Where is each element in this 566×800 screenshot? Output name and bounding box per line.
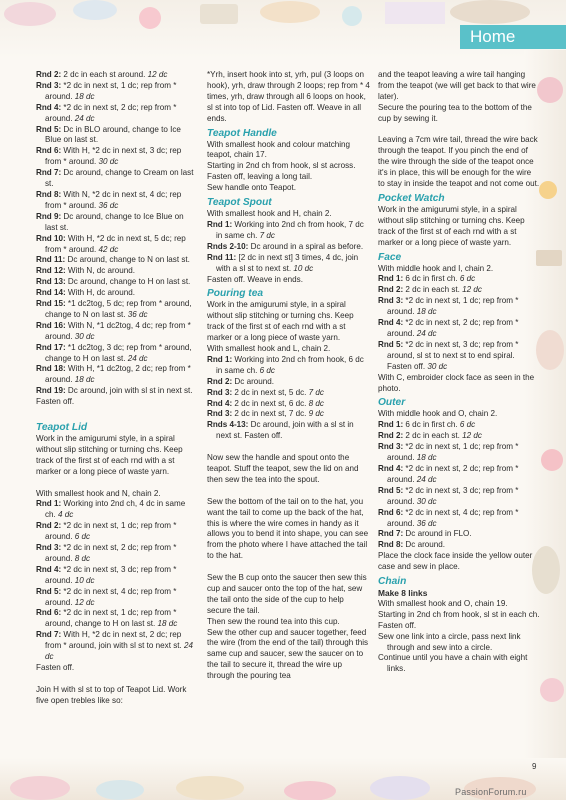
round-text: Working into 2nd ch from hook, 6 dc in same ch.	[216, 354, 364, 375]
stitch-count: 36 dc	[98, 200, 119, 210]
instruction-round	[207, 253, 370, 275]
round-text: *2 dc in next st, 1 dc; rep from * around.	[45, 521, 177, 542]
section-heading: Chain	[378, 576, 407, 588]
stitch-count: 18 dc	[416, 453, 437, 463]
round-text: *2 dc in next st, 2 dc; rep from * around.	[45, 543, 177, 563]
home-tab[interactable]: Home	[460, 25, 566, 49]
paragraph: Work in the amigurumi style, in a spiral without slip stitching or turning chs. Keep track of the first st of each rnd with a st marker or a long piece of waste yarn.	[36, 433, 183, 476]
round-label: Rnd 10:	[36, 233, 66, 243]
round-label: Rnd 1:	[207, 219, 233, 229]
paragraph: Sew the bottom of the tail on to the hat, you want the tail to come up the back of the hat, this is where the wire comes in handy as it allows you to bend it into shape, you can see from the photo where I have attached the tail to the hat.	[207, 496, 369, 561]
round-text: 6 dc in first ch.	[403, 274, 460, 284]
round-text: Working into 2nd ch from hook, 7 dc in same ch.	[216, 219, 364, 240]
stitch-count: 6 dc	[259, 365, 275, 375]
watermark: PassionForum.ru	[455, 787, 527, 797]
round-label: Rnd 3:	[36, 80, 62, 90]
paragraph: With middle hook and O, chain 2.	[378, 409, 498, 419]
stitch-count: 24 dc	[74, 113, 95, 123]
round-label: Rnd 2:	[36, 70, 62, 79]
instruction-round	[36, 386, 198, 397]
round-label: Rnd 6:	[378, 507, 404, 517]
round-label: Rnd 14:	[36, 288, 66, 298]
paragraph: and the teapot leaving a wire tail hanging from the teapot (we will get back to that wire later).	[378, 70, 536, 101]
round-text: With H, *1 dc2tog, 2 dc; rep from * around.	[45, 364, 191, 385]
instruction-round	[378, 285, 540, 296]
round-label: Rnd 4:	[378, 463, 404, 473]
round-text: *2 dc in next st, 3 dc; rep from * around, sl st to next st to end spiral. Fasten off.	[387, 339, 519, 371]
instruction-round	[36, 343, 198, 365]
instruction-round	[36, 266, 198, 277]
paragraph: Fasten off.	[36, 397, 75, 407]
instruction-round	[378, 464, 540, 486]
section-heading: Pouring tea	[207, 288, 264, 300]
paragraph: With smallest hook and H, chain 2.	[207, 209, 332, 219]
paragraph: Starting in 2nd ch from hook, sl st in each ch. Fasten off.	[378, 609, 540, 630]
instruction-round	[378, 529, 540, 540]
paragraph-spacer	[207, 486, 370, 497]
round-text: Dc around, change to N on last st.	[65, 255, 190, 265]
round-text: *2 dc in next st, 2 dc; rep from * around.	[387, 318, 519, 339]
instruction-round	[378, 508, 540, 530]
instruction-round	[378, 486, 540, 508]
round-text: *2 dc in next st, 3 dc; rep from * around.	[387, 485, 519, 506]
paragraph-spacer	[207, 562, 370, 573]
instruction-round	[36, 565, 198, 587]
instruction-round	[378, 632, 540, 654]
round-label: Rnd 1:	[207, 354, 233, 364]
round-label: Rnd 16:	[36, 320, 66, 330]
round-text: *1 dc2tog, 3 dc; rep from * around, change to H on last st.	[45, 342, 192, 363]
paragraph: *Yrh, insert hook into st, yrh, pul (3 loops on hook), yrh, draw through 2 loops; rep from * 4 times, yrh, draw through all 6 loops on hook, sl st into top of Lid. Fasten off. Weave in all ends.	[207, 70, 370, 123]
round-text: *2 dc in next st, 4 dc; rep from * around.	[387, 507, 519, 528]
round-label: Rnd 1:	[378, 420, 404, 430]
paragraph: With smallest hook and O, chain 19.	[378, 598, 508, 608]
paragraph: With middle hook and I, chain 2.	[378, 263, 494, 273]
instruction-round	[207, 399, 370, 410]
instruction-round	[378, 340, 540, 373]
instruction-round	[207, 377, 370, 388]
instruction-round	[378, 274, 540, 285]
paragraph: Work in the amigurumi style, in a spiral without slip stitching or turning chs. Keep track of the first st of each rnd with a st marker or a long piece of waste yarn.	[207, 300, 354, 343]
paragraph: Sew handle onto Teapot.	[207, 183, 296, 193]
instruction-round	[36, 255, 198, 266]
round-text: 2 dc in next st, 5 dc.	[232, 387, 309, 397]
stitch-count: 9 dc	[308, 409, 324, 419]
round-text: With H, *2 dc in next st, 2 dc; rep from * around, join with sl st to next st.	[45, 630, 185, 651]
paragraph: With smallest hook and L, chain 2.	[207, 344, 331, 354]
instruction-round	[207, 409, 370, 420]
round-text: Dc around, join with a sl st in next st. Fasten off.	[216, 420, 354, 441]
round-label: Rnd 4:	[36, 564, 62, 574]
stitch-count: 24 dc	[127, 353, 148, 363]
instruction-round	[207, 420, 370, 442]
subheading: Make 8 links	[378, 588, 428, 599]
round-text: *2 dc in next st, 2 dc; rep from * around.	[387, 463, 519, 484]
round-label: Rnd 9:	[36, 211, 62, 221]
paragraph: Fasten off. Weave in ends.	[207, 274, 303, 284]
round-label: Rnd 13:	[36, 277, 66, 287]
round-label: Rnd 2:	[207, 376, 233, 386]
round-text: *2 dc in next st, 1 dc; rep from * around.	[387, 442, 519, 463]
instruction-round	[36, 277, 198, 288]
stitch-count: 18 dc	[74, 91, 95, 101]
round-label: Rnds 4-13:	[207, 420, 249, 430]
stitch-count: 42 dc	[98, 244, 119, 254]
round-text: Sew one link into a circle, pass next link through and sew into a circle.	[378, 631, 521, 652]
section-heading: Pocket Watch	[378, 192, 445, 204]
stitch-count: 18 dc	[74, 375, 95, 385]
round-label: Rnd 17:	[36, 342, 66, 352]
instruction-round	[378, 442, 540, 464]
stitch-count: 24 dc	[416, 329, 437, 339]
round-label: Rnd 1:	[378, 274, 404, 284]
stitch-count: 36 dc	[416, 518, 437, 528]
column-right	[378, 70, 540, 675]
stitch-count: 6 dc	[459, 420, 476, 430]
column-left	[36, 70, 198, 707]
paragraph: Sew the other cup and saucer together, feed the wire (from the end of the tail) through this same cup and saucer, sew the saucer on to the tail to secure it, thread the wire up through the pouring tea	[207, 627, 369, 681]
instruction-round	[36, 190, 198, 212]
instruction-round	[36, 103, 198, 125]
instruction-round	[207, 388, 370, 399]
stitch-count: 8 dc	[74, 553, 91, 563]
instruction-round	[378, 318, 540, 340]
round-text: Dc around, change to Cream on last st.	[45, 168, 194, 189]
round-label: Rnd 4:	[207, 398, 233, 408]
round-label: Rnd 4:	[36, 102, 62, 112]
stitch-count: 30 dc	[416, 496, 437, 506]
section-heading: Teapot Spout	[207, 197, 272, 209]
stitch-count: 18 dc	[157, 619, 178, 629]
column-middle	[207, 70, 370, 682]
round-label: Rnd 7:	[36, 630, 62, 640]
round-label: Rnd 8:	[378, 540, 404, 550]
round-text: Dc around, change to Ice Blue on last st.	[45, 211, 184, 232]
round-label: Rnd 11:	[36, 255, 66, 265]
round-text: 6 dc in first ch.	[403, 420, 460, 430]
stitch-count: 18 dc	[416, 307, 437, 317]
round-text: Dc around in FLO.	[403, 529, 472, 539]
round-text: Working into 2nd ch, 4 dc in same ch.	[45, 499, 186, 520]
round-text: With H, *2 dc in next st, 3 dc; rep from * around.	[45, 146, 182, 167]
stitch-count: 30 dc	[98, 157, 119, 167]
round-label: Rnd 12:	[36, 266, 66, 276]
round-text: *2 dc in next st, 1 dc; rep from * around.	[387, 296, 519, 317]
instruction-round	[36, 146, 198, 168]
round-text: 2 dc in next st, 7 dc.	[232, 409, 309, 419]
instruction-round	[36, 521, 198, 543]
round-text: Dc around.	[232, 376, 275, 386]
instruction-round	[207, 220, 370, 242]
paragraph: Fasten off.	[36, 663, 75, 672]
instruction-round	[36, 168, 198, 190]
instruction-round	[378, 653, 540, 675]
paragraph-spacer	[36, 478, 198, 489]
round-label: Rnd 15:	[36, 299, 66, 309]
instruction-round	[36, 288, 198, 299]
round-label: Rnd 5:	[36, 586, 62, 596]
round-label: Rnd 4:	[378, 318, 404, 328]
instruction-round	[36, 321, 198, 343]
round-label: Rnd 3:	[207, 387, 233, 397]
section-heading: Teapot Lid	[36, 421, 88, 433]
paragraph: Work in the amigurumi style, in a spiral without slip stitching or turning chs. Keep track of the first st of each rnd with a st marker or a long piece of waste yarn.	[378, 204, 525, 247]
stitch-count: 36 dc	[127, 309, 148, 319]
round-label: Rnd 7:	[378, 529, 404, 539]
stitch-count: 24 dc	[416, 474, 437, 484]
round-text: With H, *2 dc in next st, 5 dc; rep from * around.	[45, 233, 186, 254]
instruction-round	[36, 234, 198, 256]
section-heading: Teapot Handle	[207, 127, 277, 139]
round-text: Dc around in a spiral as before.	[248, 241, 364, 251]
round-text: With N, *2 dc in next st, 4 dc; rep from * around.	[45, 189, 182, 210]
round-text: Continue until you have a chain with eight links.	[378, 653, 528, 674]
paragraph: With smallest hook and colour matching teapot, chain 17.	[207, 139, 351, 160]
instruction-round	[36, 499, 198, 521]
paragraph: With C, embroider clock face as seen in the photo.	[378, 372, 535, 393]
paragraph: Join H with sl st to top of Teapot Lid. Work five open trebles like so:	[36, 684, 187, 705]
round-label: Rnd 18:	[36, 364, 66, 374]
instruction-round	[36, 81, 198, 103]
instruction-round	[36, 543, 198, 565]
paragraph: Now sew the handle and spout onto the teapot. Stuff the teapot, sew the lid on and then sew the tea into the spout.	[207, 453, 359, 484]
instruction-round	[36, 212, 198, 234]
paragraph-spacer	[36, 408, 198, 419]
round-text: Dc around.	[403, 540, 446, 550]
paragraph: Secure the pouring tea to the bottom of the cup by sewing it.	[378, 102, 532, 123]
round-label: Rnds 2-10:	[207, 241, 249, 251]
stitch-count: 12 dc	[462, 285, 482, 295]
round-label: Rnd 3:	[207, 409, 233, 419]
paragraph: Leaving a 7cm wire tail, thread the wire back through the teapot. If you pinch the end of the wire through the side of the teapot once it's in place, this will be enough for the wire to stay in inside the teapot and not come out.	[378, 135, 540, 189]
round-label: Rnd 2:	[378, 431, 404, 441]
paragraph-spacer	[36, 674, 198, 685]
instruction-round	[207, 355, 370, 377]
round-text: *1 dc2tog, 5 dc; rep from * around, change to N on last st.	[45, 299, 192, 319]
stitch-count: 7 dc	[259, 230, 275, 240]
paragraph-spacer	[207, 442, 370, 453]
round-text: With N, dc around.	[65, 266, 135, 276]
round-label: Rnd 5:	[378, 339, 404, 349]
stitch-count: 12 dc	[147, 70, 168, 79]
stitch-count: 10 dc	[293, 263, 314, 273]
round-text: 2 dc in each st.	[403, 431, 463, 441]
round-text: Dc around, change to H on last st.	[65, 277, 191, 287]
stitch-count: 24 dc	[45, 641, 194, 662]
paragraph: Sew the B cup onto the saucer then sew this cup and saucer onto the top of the hat, sew the tail onto the side of the cup to help secure the tail.	[207, 573, 367, 615]
round-text: 2 dc in each st.	[403, 285, 463, 295]
round-label: Rnd 5:	[378, 485, 404, 495]
instruction-round	[36, 125, 198, 147]
stitch-count: 30 dc	[427, 361, 448, 371]
round-label: Rnd 3:	[378, 296, 404, 306]
round-text: Dc in BLO around, change to Ice Blue on last st.	[45, 124, 181, 145]
round-label: Rnd 19:	[36, 386, 66, 396]
round-label: Rnd 3:	[36, 543, 62, 553]
stitch-count: 30 dc	[74, 331, 95, 341]
instruction-round	[36, 364, 198, 386]
instruction-round	[378, 420, 540, 431]
instruction-round	[378, 431, 540, 442]
round-text: With H, dc around.	[65, 288, 135, 298]
round-text: *2 dc in next st, 1 dc; rep from * around.	[45, 80, 177, 101]
instruction-round	[36, 630, 198, 663]
round-text: *2 dc in next st, 4 dc; rep from * around.	[45, 586, 177, 607]
stitch-count: 6 dc	[74, 532, 91, 542]
round-label: Rnd 6:	[36, 608, 62, 618]
round-label: Rnd 2:	[36, 521, 62, 531]
paragraph: Then sew the round tea into this cup.	[207, 616, 340, 626]
section-heading: Outer	[378, 397, 406, 409]
stitch-count: 8 dc	[308, 398, 324, 408]
instruction-round	[378, 540, 540, 551]
round-label: Rnd 8:	[36, 189, 62, 199]
instruction-round	[36, 587, 198, 609]
round-text: Dc around, join with sl st in next st.	[65, 386, 193, 396]
round-text: *2 dc in next st, 2 dc; rep from * around.	[45, 102, 177, 123]
round-text: *2 dc in next st, 3 dc; rep from * around.	[45, 564, 177, 585]
round-text: With N, *1 dc2tog, 4 dc; rep from * around.	[45, 320, 191, 341]
round-label: Rnd 11:	[207, 252, 237, 262]
round-text: *2 dc in next st, 1 dc; rep from * around, change to H on last st.	[45, 608, 177, 629]
instruction-round	[36, 608, 198, 630]
stitch-count: 4 dc	[58, 510, 74, 520]
round-label: Rnd 6:	[36, 146, 62, 156]
round-label: Rnd 2:	[378, 285, 404, 295]
stitch-count: 12 dc	[462, 431, 482, 441]
paragraph: Starting in 2nd ch from hook, sl st across. Fasten off, leaving a long tail.	[207, 161, 356, 182]
round-text: 2 dc in next st, 6 dc.	[232, 398, 309, 408]
page-number: 9	[532, 762, 537, 771]
instruction-round	[207, 242, 370, 253]
instruction-round	[36, 70, 198, 81]
round-text: [2 dc in next st] 3 times, 4 dc, join with a sl st to next st.	[216, 252, 359, 273]
paragraph: Place the clock face inside the yellow outer case and sew in place.	[378, 551, 533, 572]
stitch-count: 7 dc	[308, 387, 324, 397]
instruction-round	[378, 296, 540, 318]
stitch-count: 6 dc	[459, 274, 476, 284]
section-heading: Face	[378, 251, 402, 263]
paragraph-spacer	[378, 125, 540, 136]
stitch-count: 10 dc	[74, 575, 95, 585]
round-label: Rnd 3:	[378, 442, 404, 452]
paragraph: With smallest hook and N, chain 2.	[36, 488, 161, 498]
round-label: Rnd 5:	[36, 124, 62, 134]
round-text: 2 dc in each st around.	[61, 70, 148, 79]
stitch-count: 12 dc	[74, 597, 95, 607]
round-label: Rnd 1:	[36, 499, 62, 509]
round-label: Rnd 7:	[36, 168, 62, 178]
instruction-round	[36, 299, 198, 321]
